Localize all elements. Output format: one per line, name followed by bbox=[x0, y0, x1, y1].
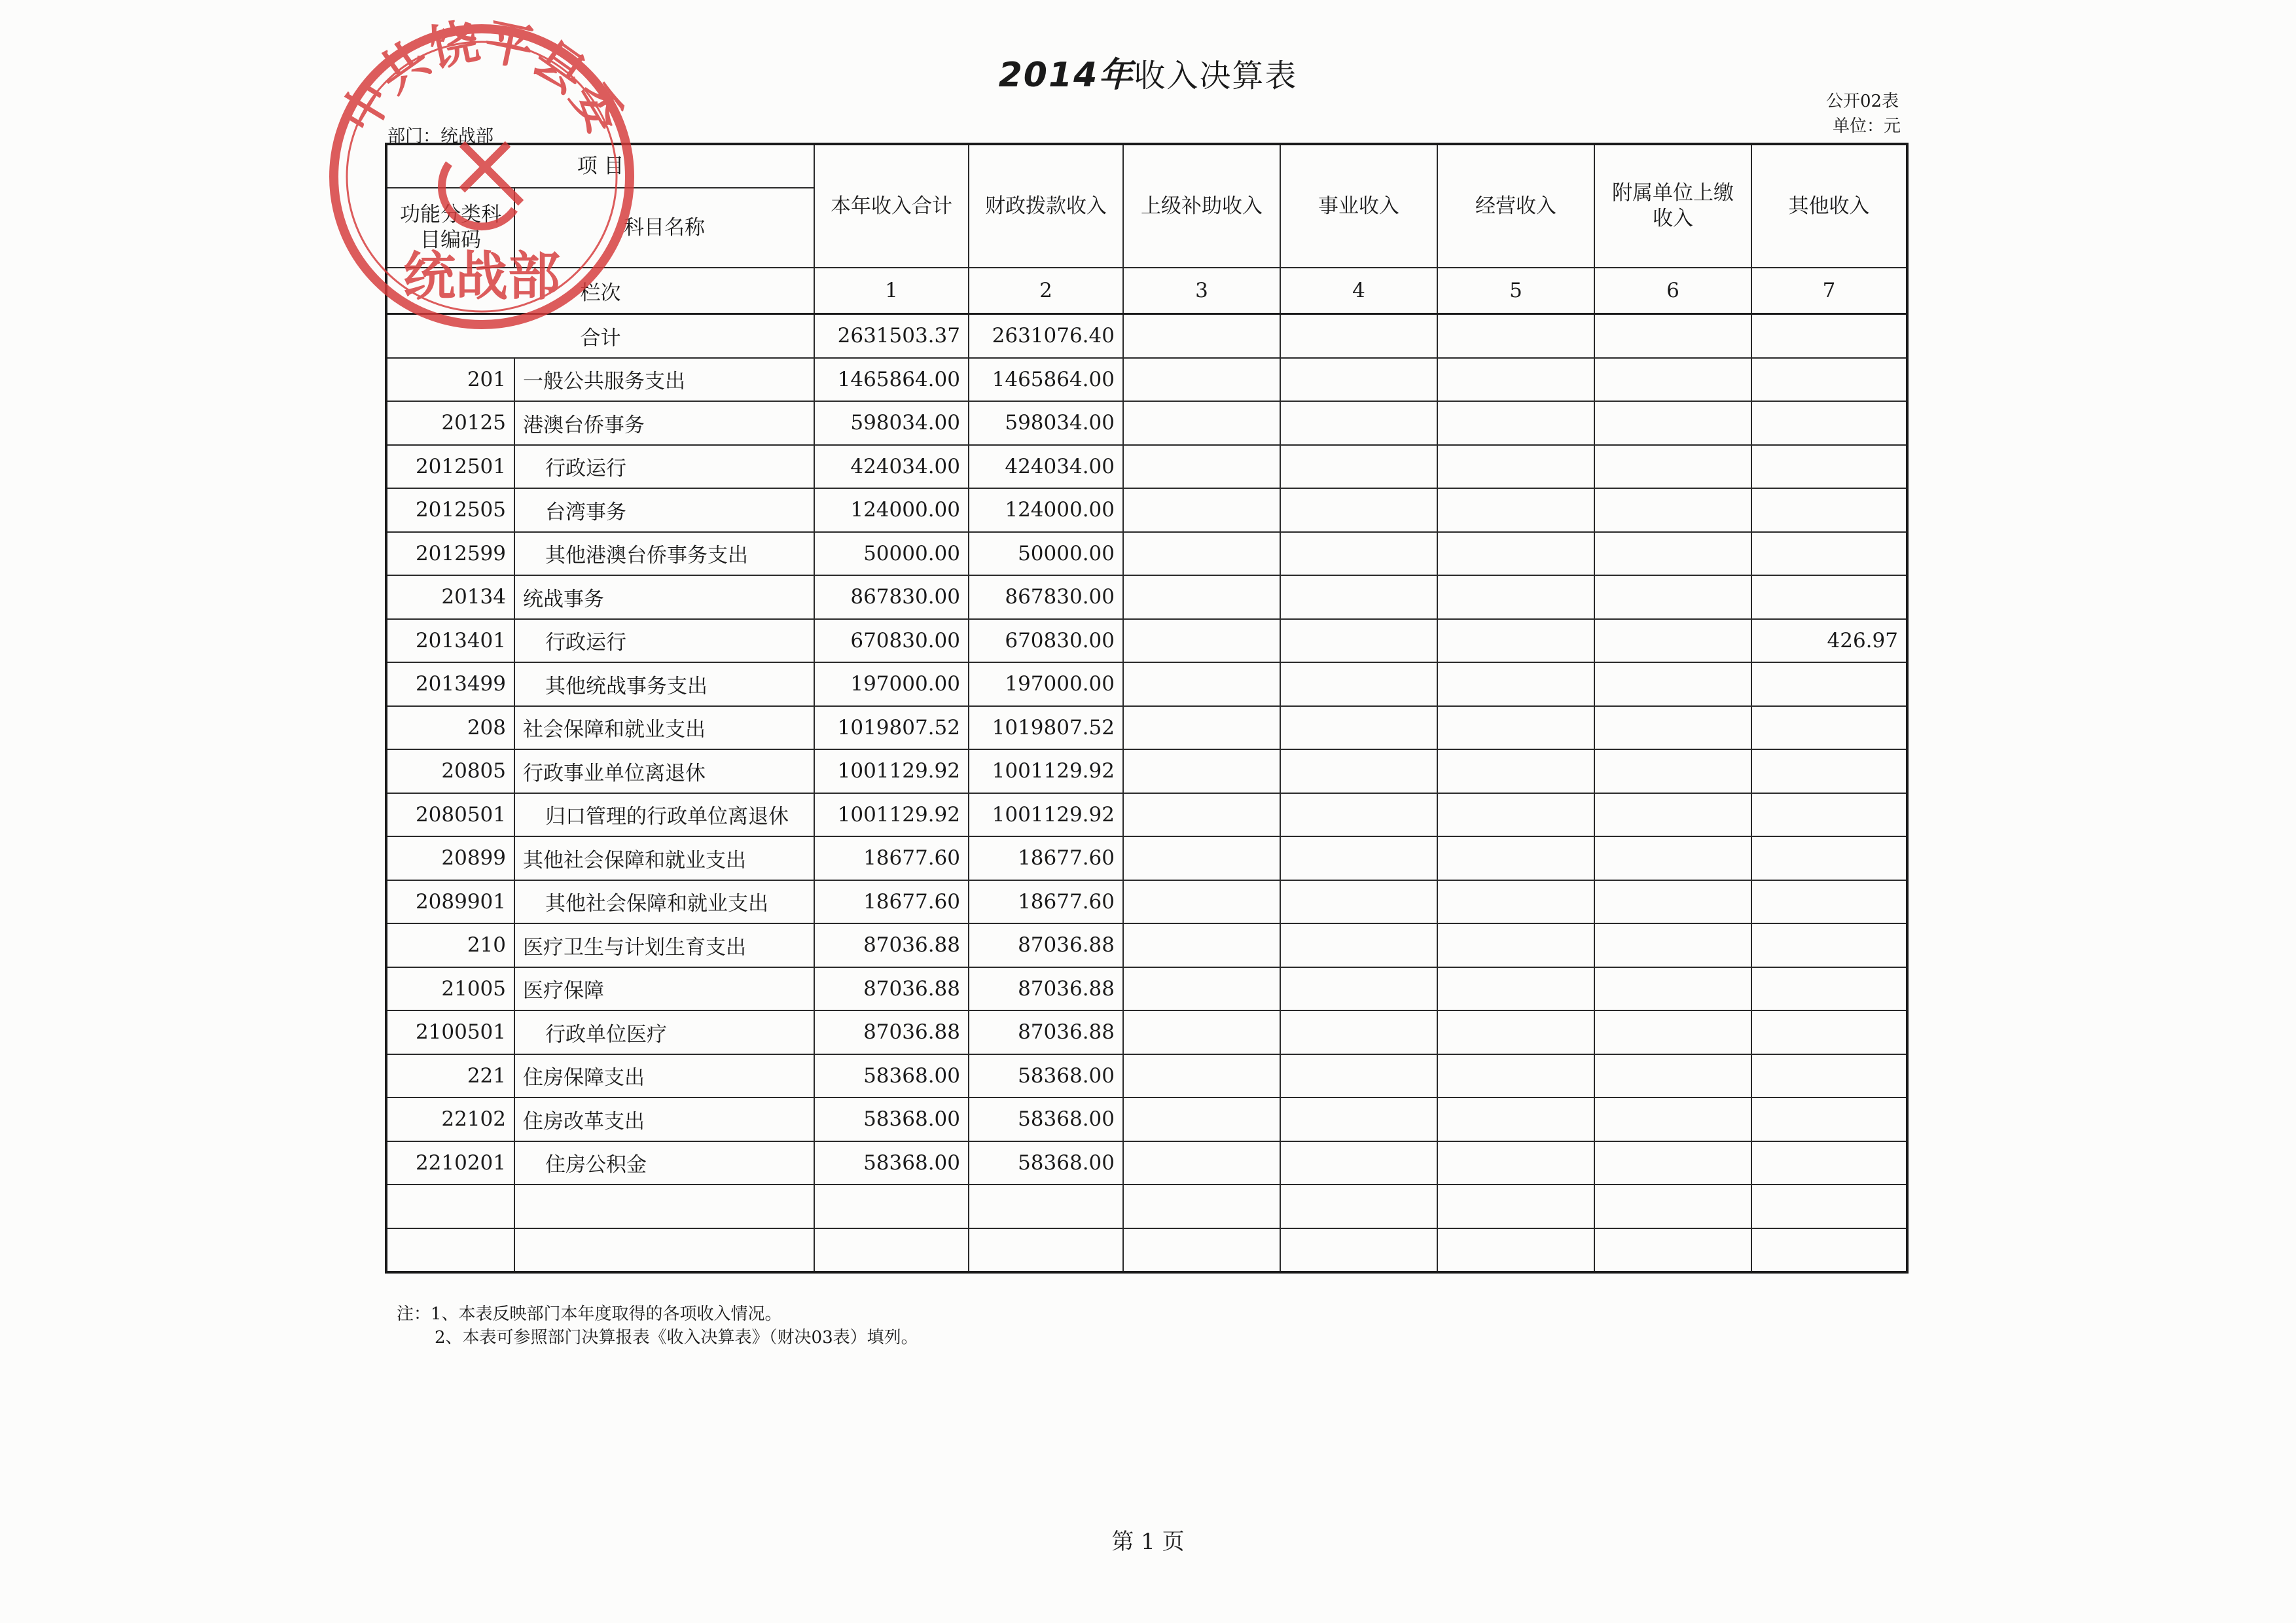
header-col-1: 本年收入合计 bbox=[814, 144, 969, 268]
header-col-6: 附属单位上缴收入 bbox=[1594, 144, 1751, 268]
row-col-1: 670830.00 bbox=[814, 619, 969, 663]
row-col-5 bbox=[1437, 923, 1594, 967]
row-col-2: 1001129.92 bbox=[969, 749, 1123, 793]
index-6: 6 bbox=[1594, 268, 1751, 314]
blank-cell bbox=[514, 1185, 814, 1228]
row-col-3 bbox=[1123, 532, 1280, 576]
row-code: 208 bbox=[386, 706, 514, 750]
table-row bbox=[386, 1054, 1907, 1098]
blank-cell bbox=[1123, 1185, 1280, 1228]
row-col-6 bbox=[1594, 358, 1751, 402]
blank-cell bbox=[1437, 1185, 1594, 1228]
header-subject-name: 科目名称 bbox=[514, 188, 814, 268]
row-col-3 bbox=[1123, 880, 1280, 924]
row-col-6 bbox=[1594, 793, 1751, 837]
row-col-5 bbox=[1437, 358, 1594, 402]
header-col-4: 事业收入 bbox=[1280, 144, 1437, 268]
table-row bbox=[386, 706, 1907, 750]
row-code: 2012599 bbox=[386, 532, 514, 576]
note-1: 注：1、本表反映部门本年度取得的各项收入情况。 bbox=[397, 1304, 782, 1324]
row-col-4 bbox=[1280, 923, 1437, 967]
row-code: 210 bbox=[386, 923, 514, 967]
table-row bbox=[386, 1097, 1907, 1141]
title-text: 收入决算表 bbox=[1134, 58, 1298, 94]
row-col-2: 424034.00 bbox=[969, 445, 1123, 489]
table-row bbox=[386, 358, 1907, 402]
row-col-2: 58368.00 bbox=[969, 1054, 1123, 1098]
row-col-4 bbox=[1280, 749, 1437, 793]
index-4: 4 bbox=[1280, 268, 1437, 314]
row-col-5 bbox=[1437, 532, 1594, 576]
table-row bbox=[386, 923, 1907, 967]
row-col-4 bbox=[1280, 1054, 1437, 1098]
total-row bbox=[386, 314, 1907, 358]
row-col-6 bbox=[1594, 619, 1751, 663]
table-row bbox=[386, 793, 1907, 837]
row-col-6 bbox=[1594, 662, 1751, 706]
total-col-3 bbox=[1123, 314, 1280, 358]
row-col-7: 426.97 bbox=[1751, 619, 1907, 663]
row-col-4 bbox=[1280, 793, 1437, 837]
blank-cell bbox=[1751, 1185, 1907, 1228]
row-col-6 bbox=[1594, 401, 1751, 445]
row-col-5 bbox=[1437, 706, 1594, 750]
row-col-6 bbox=[1594, 836, 1751, 880]
row-subject-name: 行政单位医疗 bbox=[514, 1010, 814, 1054]
row-subject-name: 行政运行 bbox=[514, 445, 814, 489]
row-code: 20134 bbox=[386, 575, 514, 619]
row-col-1: 87036.88 bbox=[814, 1010, 969, 1054]
row-col-1: 1001129.92 bbox=[814, 749, 969, 793]
row-col-1: 58368.00 bbox=[814, 1054, 969, 1098]
row-code: 2100501 bbox=[386, 1010, 514, 1054]
row-col-7 bbox=[1751, 532, 1907, 576]
row-col-2: 670830.00 bbox=[969, 619, 1123, 663]
row-col-6 bbox=[1594, 967, 1751, 1011]
row-col-1: 58368.00 bbox=[814, 1141, 969, 1185]
row-code: 2012505 bbox=[386, 488, 514, 532]
row-col-3 bbox=[1123, 662, 1280, 706]
table-row bbox=[386, 445, 1907, 489]
row-col-3 bbox=[1123, 445, 1280, 489]
row-subject-name: 医疗保障 bbox=[514, 967, 814, 1011]
row-col-1: 58368.00 bbox=[814, 1097, 969, 1141]
row-col-1: 50000.00 bbox=[814, 532, 969, 576]
row-col-4 bbox=[1280, 706, 1437, 750]
row-code: 20125 bbox=[386, 401, 514, 445]
row-col-4 bbox=[1280, 1010, 1437, 1054]
row-col-1: 1019807.52 bbox=[814, 706, 969, 750]
row-col-2: 18677.60 bbox=[969, 880, 1123, 924]
row-col-2: 1465864.00 bbox=[969, 358, 1123, 402]
row-col-4 bbox=[1280, 619, 1437, 663]
row-col-7 bbox=[1751, 575, 1907, 619]
row-col-5 bbox=[1437, 488, 1594, 532]
row-col-7 bbox=[1751, 662, 1907, 706]
row-col-1: 197000.00 bbox=[814, 662, 969, 706]
row-col-4 bbox=[1280, 488, 1437, 532]
blank-cell bbox=[386, 1185, 514, 1228]
row-subject-name: 港澳台侨事务 bbox=[514, 401, 814, 445]
table-row bbox=[386, 488, 1907, 532]
row-col-5 bbox=[1437, 1141, 1594, 1185]
row-col-1: 124000.00 bbox=[814, 488, 969, 532]
row-col-3 bbox=[1123, 619, 1280, 663]
row-subject-name: 行政事业单位离退休 bbox=[514, 749, 814, 793]
row-col-1: 18677.60 bbox=[814, 836, 969, 880]
blank-cell bbox=[514, 1228, 814, 1273]
row-col-3 bbox=[1123, 1097, 1280, 1141]
row-col-7 bbox=[1751, 445, 1907, 489]
row-col-6 bbox=[1594, 1097, 1751, 1141]
row-col-4 bbox=[1280, 967, 1437, 1011]
row-col-1: 867830.00 bbox=[814, 575, 969, 619]
row-col-6 bbox=[1594, 1010, 1751, 1054]
row-col-6 bbox=[1594, 575, 1751, 619]
row-col-5 bbox=[1437, 1097, 1594, 1141]
row-col-4 bbox=[1280, 532, 1437, 576]
svg-text:统战部: 统战部 bbox=[403, 245, 560, 307]
row-col-3 bbox=[1123, 749, 1280, 793]
row-col-4 bbox=[1280, 880, 1437, 924]
table-row bbox=[386, 662, 1907, 706]
row-col-7 bbox=[1751, 358, 1907, 402]
title-year: 2014年 bbox=[998, 56, 1134, 95]
blank-cell bbox=[1280, 1228, 1437, 1273]
row-subject-name: 归口管理的行政单位离退休 bbox=[514, 793, 814, 837]
row-col-5 bbox=[1437, 836, 1594, 880]
row-col-6 bbox=[1594, 445, 1751, 489]
row-code: 22102 bbox=[386, 1097, 514, 1141]
row-col-2: 197000.00 bbox=[969, 662, 1123, 706]
row-subject-name: 住房保障支出 bbox=[514, 1054, 814, 1098]
row-col-3 bbox=[1123, 793, 1280, 837]
index-7: 7 bbox=[1751, 268, 1907, 314]
row-col-4 bbox=[1280, 836, 1437, 880]
row-code: 20805 bbox=[386, 749, 514, 793]
row-subject-name: 其他社会保障和就业支出 bbox=[514, 880, 814, 924]
table-row bbox=[386, 749, 1907, 793]
row-subject-name: 台湾事务 bbox=[514, 488, 814, 532]
row-subject-name: 其他港澳台侨事务支出 bbox=[514, 532, 814, 576]
row-col-1: 424034.00 bbox=[814, 445, 969, 489]
row-col-1: 1001129.92 bbox=[814, 793, 969, 837]
blank-cell bbox=[969, 1185, 1123, 1228]
row-col-5 bbox=[1437, 619, 1594, 663]
row-subject-name: 统战事务 bbox=[514, 575, 814, 619]
row-subject-name: 一般公共服务支出 bbox=[514, 358, 814, 402]
row-code: 2210201 bbox=[386, 1141, 514, 1185]
header-col-2: 财政拨款收入 bbox=[969, 144, 1123, 268]
row-code: 2013499 bbox=[386, 662, 514, 706]
index-1: 1 bbox=[814, 268, 969, 314]
row-col-5 bbox=[1437, 575, 1594, 619]
row-col-2: 58368.00 bbox=[969, 1097, 1123, 1141]
row-col-6 bbox=[1594, 706, 1751, 750]
row-code: 221 bbox=[386, 1054, 514, 1098]
row-col-3 bbox=[1123, 1054, 1280, 1098]
row-col-7 bbox=[1751, 1010, 1907, 1054]
blank-cell bbox=[814, 1228, 969, 1273]
row-col-6 bbox=[1594, 749, 1751, 793]
row-col-4 bbox=[1280, 445, 1437, 489]
row-col-3 bbox=[1123, 488, 1280, 532]
page-title bbox=[0, 47, 2296, 96]
table-row bbox=[386, 575, 1907, 619]
row-col-1: 1465864.00 bbox=[814, 358, 969, 402]
row-col-1: 87036.88 bbox=[814, 967, 969, 1011]
row-col-7 bbox=[1751, 749, 1907, 793]
row-subject-name: 其他社会保障和就业支出 bbox=[514, 836, 814, 880]
form-number: 公开02表 bbox=[1826, 92, 1899, 111]
row-col-4 bbox=[1280, 358, 1437, 402]
row-col-5 bbox=[1437, 1010, 1594, 1054]
table-row bbox=[386, 880, 1907, 924]
row-col-6 bbox=[1594, 1054, 1751, 1098]
row-col-5 bbox=[1437, 445, 1594, 489]
row-col-3 bbox=[1123, 575, 1280, 619]
row-col-7 bbox=[1751, 706, 1907, 750]
header-func-code: 功能分类科目编码 bbox=[386, 188, 514, 268]
index-3: 3 bbox=[1123, 268, 1280, 314]
table-row bbox=[386, 967, 1907, 1011]
row-code: 2080501 bbox=[386, 793, 514, 837]
total-col-1: 2631503.37 bbox=[814, 314, 969, 358]
blank-cell bbox=[1280, 1185, 1437, 1228]
blank-cell bbox=[1123, 1228, 1280, 1273]
note-2: 2、本表可参照部门决算报表《收入决算表》（财决03表）填列。 bbox=[435, 1328, 918, 1347]
table-row bbox=[386, 619, 1907, 663]
row-subject-name: 行政运行 bbox=[514, 619, 814, 663]
total-col-2: 2631076.40 bbox=[969, 314, 1123, 358]
row-col-3 bbox=[1123, 706, 1280, 750]
row-col-2: 18677.60 bbox=[969, 836, 1123, 880]
header-item: 项 目 bbox=[386, 144, 814, 188]
row-col-7 bbox=[1751, 401, 1907, 445]
row-col-4 bbox=[1280, 575, 1437, 619]
row-col-7 bbox=[1751, 1054, 1907, 1098]
row-col-7 bbox=[1751, 923, 1907, 967]
header-col-5: 经营收入 bbox=[1437, 144, 1594, 268]
row-col-2: 598034.00 bbox=[969, 401, 1123, 445]
row-col-4 bbox=[1280, 401, 1437, 445]
row-col-2: 58368.00 bbox=[969, 1141, 1123, 1185]
total-col-4 bbox=[1280, 314, 1437, 358]
row-code: 20899 bbox=[386, 836, 514, 880]
row-col-7 bbox=[1751, 793, 1907, 837]
table-row bbox=[386, 401, 1907, 445]
row-col-3 bbox=[1123, 836, 1280, 880]
row-col-7 bbox=[1751, 1097, 1907, 1141]
row-col-3 bbox=[1123, 358, 1280, 402]
blank-cell bbox=[969, 1228, 1123, 1273]
row-col-5 bbox=[1437, 749, 1594, 793]
row-code: 2012501 bbox=[386, 445, 514, 489]
blank-cell bbox=[1594, 1228, 1751, 1273]
row-subject-name: 其他统战事务支出 bbox=[514, 662, 814, 706]
row-col-7 bbox=[1751, 1141, 1907, 1185]
row-col-3 bbox=[1123, 1141, 1280, 1185]
total-col-5 bbox=[1437, 314, 1594, 358]
department-label: 部门：统战部 bbox=[387, 126, 493, 147]
header-col-7: 其他收入 bbox=[1751, 144, 1907, 268]
index-5: 5 bbox=[1437, 268, 1594, 314]
row-col-7 bbox=[1751, 488, 1907, 532]
row-code: 2013401 bbox=[386, 619, 514, 663]
row-col-7 bbox=[1751, 967, 1907, 1011]
row-col-2: 124000.00 bbox=[969, 488, 1123, 532]
row-subject-name: 住房改革支出 bbox=[514, 1097, 814, 1141]
row-subject-name: 住房公积金 bbox=[514, 1141, 814, 1185]
header-col-3: 上级补助收入 bbox=[1123, 144, 1280, 268]
row-col-2: 87036.88 bbox=[969, 967, 1123, 1011]
row-col-6 bbox=[1594, 923, 1751, 967]
table-row bbox=[386, 532, 1907, 576]
table-row bbox=[386, 1141, 1907, 1185]
row-col-2: 50000.00 bbox=[969, 532, 1123, 576]
row-subject-name: 医疗卫生与计划生育支出 bbox=[514, 923, 814, 967]
total-col-7 bbox=[1751, 314, 1907, 358]
blank-cell bbox=[1594, 1185, 1751, 1228]
row-col-5 bbox=[1437, 662, 1594, 706]
row-col-3 bbox=[1123, 401, 1280, 445]
row-col-2: 1019807.52 bbox=[969, 706, 1123, 750]
row-col-4 bbox=[1280, 1141, 1437, 1185]
row-col-2: 867830.00 bbox=[969, 575, 1123, 619]
blank-row bbox=[386, 1228, 1907, 1273]
row-col-6 bbox=[1594, 488, 1751, 532]
row-col-2: 87036.88 bbox=[969, 1010, 1123, 1054]
row-col-1: 87036.88 bbox=[814, 923, 969, 967]
row-col-5 bbox=[1437, 880, 1594, 924]
row-col-6 bbox=[1594, 1141, 1751, 1185]
table-row bbox=[386, 836, 1907, 880]
row-col-4 bbox=[1280, 662, 1437, 706]
row-col-1: 598034.00 bbox=[814, 401, 969, 445]
row-col-5 bbox=[1437, 967, 1594, 1011]
row-col-3 bbox=[1123, 1010, 1280, 1054]
row-col-1: 18677.60 bbox=[814, 880, 969, 924]
row-col-6 bbox=[1594, 532, 1751, 576]
blank-row bbox=[386, 1185, 1907, 1228]
row-code: 21005 bbox=[386, 967, 514, 1011]
total-col-6 bbox=[1594, 314, 1751, 358]
row-col-3 bbox=[1123, 923, 1280, 967]
total-label: 合计 bbox=[386, 314, 814, 358]
blank-cell bbox=[814, 1185, 969, 1228]
blank-cell bbox=[1437, 1228, 1594, 1273]
row-col-6 bbox=[1594, 880, 1751, 924]
row-col-2: 87036.88 bbox=[969, 923, 1123, 967]
row-code: 2089901 bbox=[386, 880, 514, 924]
svg-text:中共饶平县委: 中共饶平县委 bbox=[330, 13, 634, 143]
row-code: 201 bbox=[386, 358, 514, 402]
header-index-label: 栏次 bbox=[386, 268, 814, 314]
blank-cell bbox=[386, 1228, 514, 1273]
row-col-2: 1001129.92 bbox=[969, 793, 1123, 837]
unit-label: 单位：元 bbox=[1833, 116, 1901, 136]
income-table bbox=[385, 143, 1909, 1274]
table-row bbox=[386, 1010, 1907, 1054]
row-col-7 bbox=[1751, 880, 1907, 924]
row-col-4 bbox=[1280, 1097, 1437, 1141]
row-col-7 bbox=[1751, 836, 1907, 880]
index-2: 2 bbox=[969, 268, 1123, 314]
row-col-5 bbox=[1437, 793, 1594, 837]
blank-cell bbox=[1751, 1228, 1907, 1273]
page-number: 第 1 页 bbox=[1111, 1529, 1185, 1555]
row-col-3 bbox=[1123, 967, 1280, 1011]
row-col-5 bbox=[1437, 401, 1594, 445]
row-subject-name: 社会保障和就业支出 bbox=[514, 706, 814, 750]
row-col-5 bbox=[1437, 1054, 1594, 1098]
